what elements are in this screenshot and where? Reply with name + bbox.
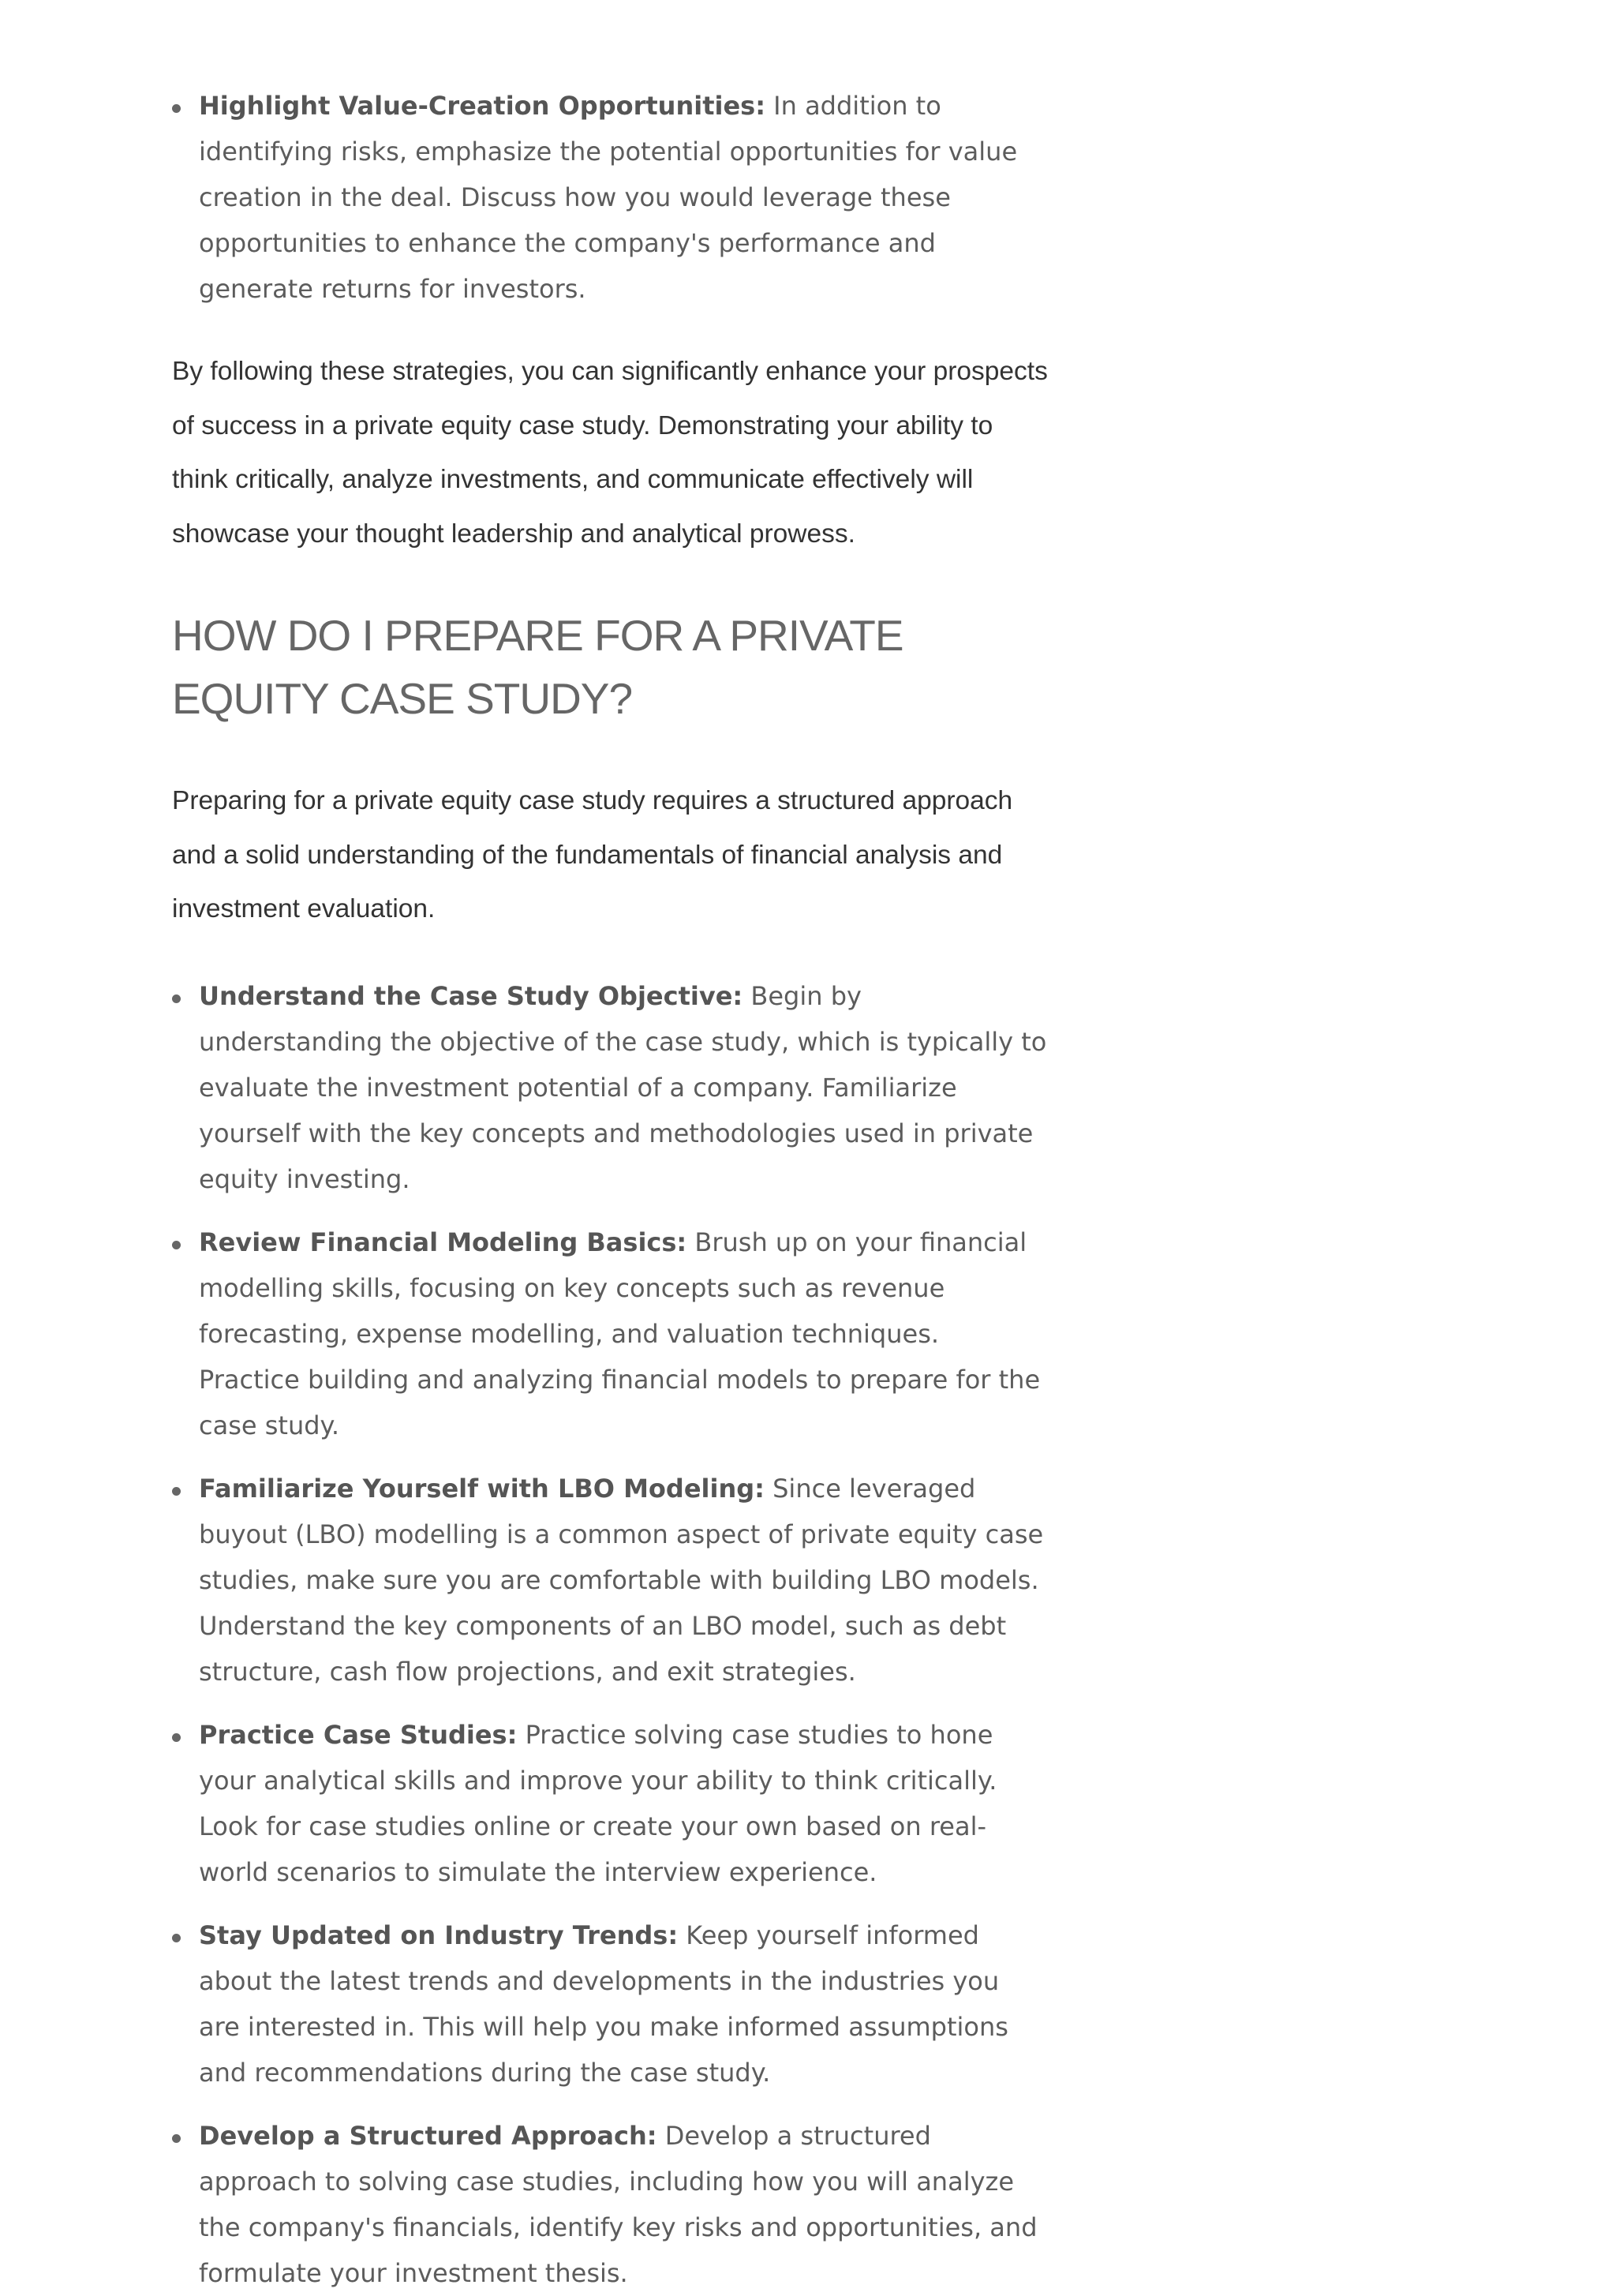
list-item <box>172 83 1048 312</box>
bullet-list-preparation <box>172 973 1048 2296</box>
list-item-text: Begin by understanding the objective of the case study, which is typically to evaluate the investment potential of a company. Familiarize yourself with the key concepts and methodologies used in private equity investing. <box>199 980 1047 1194</box>
list-item-lead: Highlight Value-Creation Opportunities: <box>199 91 765 121</box>
list-item <box>172 2113 1048 2296</box>
list-item-lead: Stay Updated on Industry Trends: <box>199 1920 679 1950</box>
article-content <box>172 83 1048 2296</box>
list-item-lead: Develop a Structured Approach: <box>199 2120 657 2151</box>
list-item-lead: Practice Case Studies: <box>199 1719 518 1750</box>
list-item-lead: Review Financial Modeling Basics: <box>199 1227 687 1257</box>
list-item-text: Keep yourself informed about the latest trends and developments in the industries you are interested in. This will help you make informed assumptions and recommendations during the case study. <box>199 1920 1008 2088</box>
list-item-text: In addition to identifying risks, emphasize the potential opportunities for value creation in the deal. Discuss how you would leverage these opportunities to enhance the company's performance and generate returns for investors. <box>199 91 1018 304</box>
list-item-lead: Understand the Case Study Objective: <box>199 980 743 1011</box>
list-item <box>172 1466 1048 1695</box>
list-item <box>172 973 1048 1202</box>
section-heading: HOW DO I PREPARE FOR A PRIVATE EQUITY CASE STUDY? <box>172 611 903 723</box>
list-item <box>172 1912 1048 2096</box>
paragraph-intro: Preparing for a private equity case study requires a structured approach and a solid understanding of the fundamentals of financial analysis and investment evaluation. <box>172 786 1013 923</box>
bullet-list-strategies <box>172 83 1048 312</box>
list-item <box>172 1219 1048 1448</box>
list-item-text: Since leveraged buyout (LBO) modelling is a common aspect of private equity case studies, make sure you are comfortable with building LBO models. Understand the key components of an LBO model, such as debt structure, cash flow projections, and exit strategies. <box>199 1473 1044 1687</box>
list-item-text: Practice solving case studies to hone your analytical skills and improve your ability to think critically. Look for case studies online or create your own based on real-world scenarios to simulate the interview experience. <box>199 1719 997 1887</box>
list-item-text: Develop a structured approach to solving case studies, including how you will analyze the company's financials, identify key risks and opportunities, and formulate your investment thesis. <box>199 2120 1038 2288</box>
paragraph-strategies-summary: By following these strategies, you can significantly enhance your prospects of success in a private equity case study. Demonstrating your ability to think critically, analyze investments, and communicate effectively will showcase your thought leadership and analytical prowess. <box>172 357 1048 549</box>
list-item-lead: Familiarize Yourself with LBO Modeling: <box>199 1473 765 1504</box>
list-item <box>172 1712 1048 1895</box>
list-item-text: Brush up on your financial modelling skills, focusing on key concepts such as revenue forecasting, expense modelling, and valuation techniques. Practice building and analyzing financial models to prepare for the case study. <box>199 1227 1041 1440</box>
